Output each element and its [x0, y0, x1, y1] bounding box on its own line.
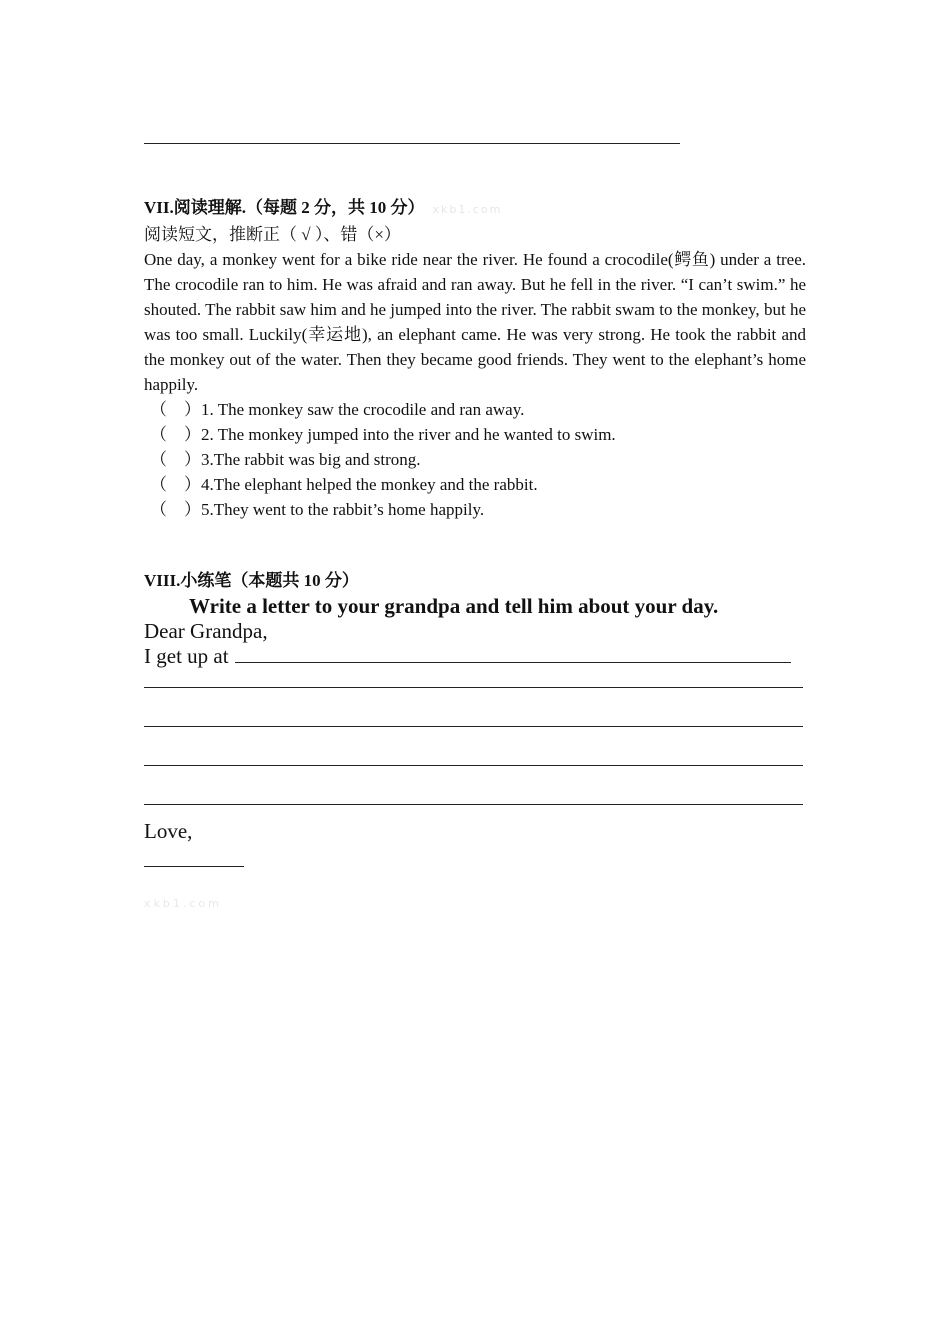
answer-line-top[interactable]	[144, 143, 680, 144]
answer-paren[interactable]: （ ）	[150, 425, 201, 444]
reading-passage: One day, a monkey went for a bike ride near the river. He found a crocodile(鳄鱼) under a tree. The crocodile ran to him. He was afraid and ran away. But he fell in the river. “I can’t swim.” he shouted. The rabbit saw him and he jumped into the river. The rabbit swam to the monkey, but he was too small. Luckily(幸运地), an elephant came. He was very strong. He took the rabbit and the monkey out of the water. Then they became good friends. They went to the elephant’s home happily.	[144, 250, 806, 394]
reading-section	[144, 196, 806, 522]
first-line-text: I get up at	[144, 644, 229, 668]
question-text: 1. The monkey saw the crocodile and ran away.	[201, 400, 525, 419]
section-7-heading	[144, 196, 806, 222]
letter-first-line	[144, 644, 806, 669]
question-item	[144, 472, 806, 497]
letter-greeting: Dear Grandpa,	[144, 619, 268, 643]
section-7-instruction: 阅读短文，推断正（ √ ）、错（×）	[144, 225, 401, 244]
writing-section	[144, 569, 806, 867]
footer-watermark: xkb1.com	[144, 897, 222, 910]
answer-paren[interactable]: （ ）	[150, 400, 201, 419]
question-item	[144, 397, 806, 422]
watermark-text: xkb1.com	[432, 203, 503, 216]
section-8-heading: VIII.小练笔（本题共 10 分）	[144, 571, 359, 590]
question-text: 4.The elephant helped the monkey and the rabbit.	[201, 475, 538, 494]
answer-line[interactable]	[144, 726, 803, 727]
answer-line[interactable]	[144, 765, 803, 766]
section-7-title: VII.阅读理解.（每题 2 分，共 10 分）	[144, 198, 425, 217]
answer-paren[interactable]: （ ）	[150, 500, 201, 519]
question-text: 5.They went to the rabbit’s home happily.	[201, 500, 485, 519]
signature-line[interactable]	[144, 866, 244, 867]
question-item	[144, 422, 806, 447]
answer-line[interactable]	[144, 687, 803, 688]
answer-paren[interactable]: （ ）	[150, 475, 201, 494]
question-text: 2. The monkey jumped into the river and he wanted to swim.	[201, 425, 616, 444]
answer-paren[interactable]: （ ）	[150, 450, 201, 469]
answer-line[interactable]	[235, 645, 791, 663]
writing-task: Write a letter to your grandpa and tell him about your day.	[189, 594, 719, 618]
question-list	[144, 397, 806, 522]
question-text: 3.The rabbit was big and strong.	[201, 450, 421, 469]
question-item	[144, 497, 806, 522]
answer-line[interactable]	[144, 804, 803, 805]
question-item	[144, 447, 806, 472]
letter-closing: Love,	[144, 819, 193, 843]
